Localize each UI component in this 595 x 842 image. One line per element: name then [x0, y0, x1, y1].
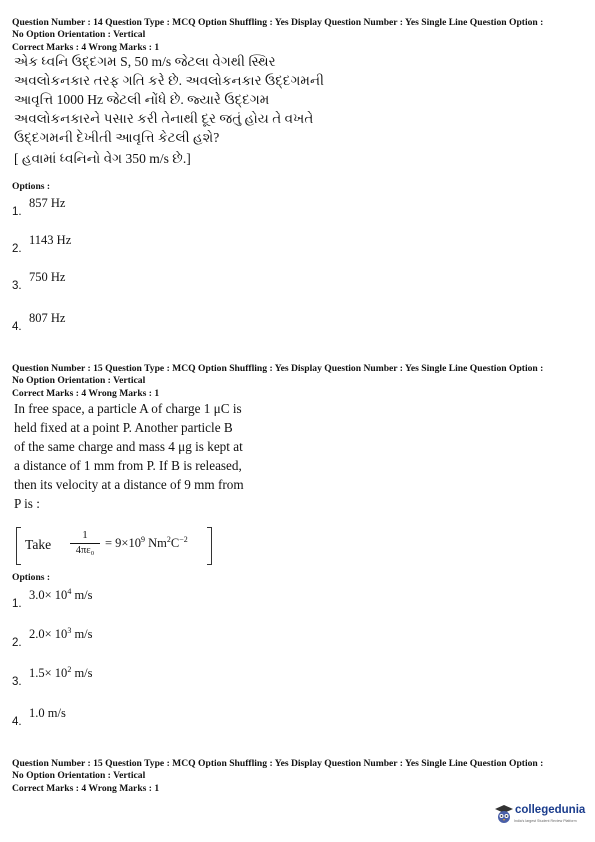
header-line: No Option Orientation : Vertical — [12, 769, 146, 781]
marks-line: Correct Marks : 4 Wrong Marks : 1 — [12, 42, 160, 53]
option-number: 3. — [12, 280, 22, 292]
numerator: 1 — [82, 529, 88, 541]
marks-line: Correct Marks : 4 Wrong Marks : 1 — [12, 783, 160, 794]
header-line: Question Number : 14 Question Type : MCQ Option Shuffling : Yes Display Question Number : Yes Single Line Question Option : — [12, 17, 544, 28]
right-bracket — [207, 527, 212, 565]
option-value: 1143 Hz — [29, 233, 72, 247]
marks-line: Correct Marks : 4 Wrong Marks : 1 — [12, 388, 160, 399]
formula-box — [16, 527, 212, 563]
options-label: Options : — [12, 572, 51, 583]
option-base: 1.5× 10 — [29, 666, 68, 680]
exponent: −2 — [179, 534, 188, 544]
collegedunia-logo — [494, 802, 584, 832]
option-base: 2.0× 10 — [29, 627, 68, 641]
option-value — [29, 627, 93, 642]
exponent: 2 — [166, 534, 171, 544]
take-label: Take — [25, 537, 52, 552]
question-line: [ હવામાં ધ્વનિનો વેગ 350 m/s છે.] — [14, 151, 191, 166]
option-value — [29, 666, 93, 681]
options-label: Options : — [12, 181, 51, 192]
left-bracket — [16, 527, 21, 565]
exponent: 4 — [67, 586, 72, 596]
exponent: 9 — [140, 534, 145, 544]
question-line: P is : — [14, 496, 40, 511]
option-value — [29, 588, 93, 603]
question-15-repeat-header — [12, 758, 585, 795]
exponent: 3 — [67, 625, 72, 635]
question-line: held fixed at a point P. Another particle B — [14, 420, 233, 435]
header-line: No Option Orientation : Vertical — [12, 28, 146, 40]
fraction — [70, 529, 100, 556]
question-14-text — [14, 52, 324, 168]
question-line: આવૃત્તિ 1000 Hz જેટલી નોંધે છે. જ્યારે ઉદ્દગમ — [14, 92, 270, 107]
question-line: એક ધ્વનિ ઉદ્દગમ S, 50 m/s જેટલા વેગથી સ્થિર — [14, 54, 276, 69]
question-line: then its velocity at a distance of 9 mm from — [14, 477, 244, 492]
formula-unit: Nm — [144, 536, 167, 550]
option-base: 3.0× 10 — [29, 588, 68, 602]
question-15-header — [12, 363, 585, 400]
question-line: a distance of 1 mm from P. If B is released, — [14, 458, 242, 473]
option-value: 807 Hz — [29, 311, 66, 325]
option-value — [29, 706, 66, 721]
denominator: 4πε₀ — [75, 545, 95, 556]
question-line: In free space, a particle A of charge 1 μC is — [14, 401, 242, 416]
option-unit: m/s — [71, 666, 93, 680]
option-number: 1. — [12, 206, 22, 218]
option-number: 2. — [12, 243, 22, 255]
option-unit: m/s — [71, 627, 93, 641]
option-number: 2. — [12, 637, 22, 649]
option-number: 4. — [12, 716, 22, 728]
logo-tagline: India's largest Student Review Platform — [514, 819, 577, 823]
question-line: અવલોકનકાર તરફ ગતિ કરે છે. અવલોકનકાર ઉદ્દગમની — [14, 73, 325, 88]
header-line: No Option Orientation : Vertical — [12, 374, 146, 386]
formula-eq: = 9×10 — [105, 536, 141, 550]
logo-name: collegedunia — [515, 804, 586, 816]
question-15-text — [14, 399, 244, 513]
question-line: of the same charge and mass 4 μg is kept at — [14, 439, 243, 454]
option-number: 1. — [12, 598, 22, 610]
question-line: ઉદ્દગમની દેખીતી આવૃત્તિ કેટલી હશે? — [14, 130, 220, 145]
question-line: અવલોકનકારને પસાર કરી તેનાથી દૂર જતું હોય તે વખતે — [14, 111, 314, 126]
header-line: Question Number : 15 Question Type : MCQ Option Shuffling : Yes Display Question Number : Yes Single Line Question Option : — [12, 758, 544, 769]
option-base: 1.0 m/s — [29, 706, 66, 720]
option-value: 857 Hz — [29, 196, 66, 210]
formula-value — [105, 536, 188, 551]
graduate-owl-icon — [494, 804, 514, 824]
option-number: 4. — [12, 321, 22, 333]
exponent: 2 — [67, 664, 72, 674]
question-14-header — [12, 17, 585, 54]
formula-unit: C — [170, 536, 180, 550]
option-number: 3. — [12, 676, 22, 688]
fraction-bar — [70, 543, 100, 544]
option-value: 750 Hz — [29, 270, 66, 284]
option-unit: m/s — [71, 588, 93, 602]
header-line: Question Number : 15 Question Type : MCQ Option Shuffling : Yes Display Question Number : Yes Single Line Question Option : — [12, 363, 544, 374]
